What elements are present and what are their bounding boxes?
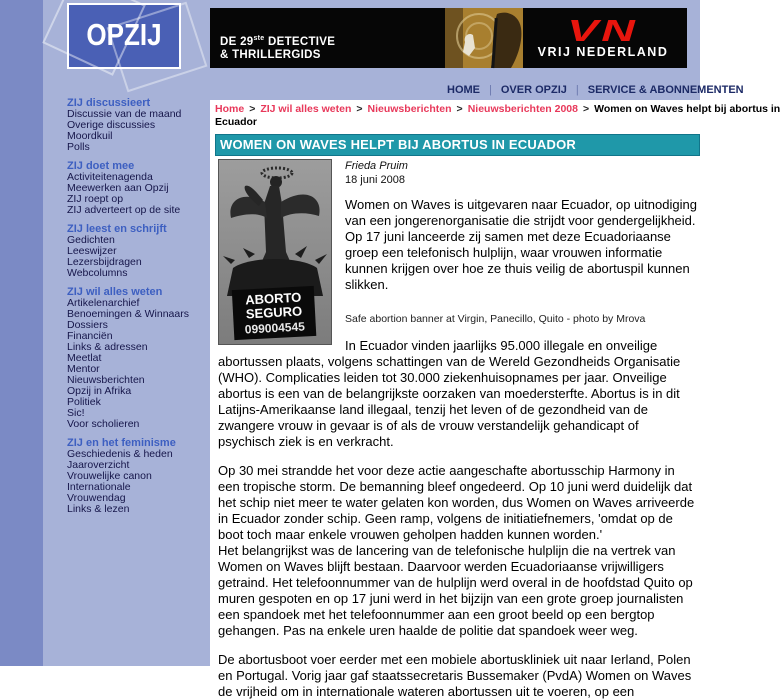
breadcrumb-separator: > bbox=[249, 103, 256, 115]
ad-banner-illustration bbox=[445, 8, 523, 68]
sidebar-section-wil-alles-weten bbox=[67, 287, 207, 430]
opzij-logo[interactable] bbox=[67, 3, 181, 69]
vn-logo-mark: VN bbox=[567, 13, 639, 48]
sidebar-item-gedichten[interactable]: Gedichten bbox=[67, 234, 115, 246]
sidebar-item-artikelenarchief[interactable]: Artikelenarchief bbox=[67, 297, 140, 309]
sidebar-section-discussieert bbox=[67, 98, 207, 153]
svg-text:099004545: 099004545 bbox=[244, 319, 306, 337]
sidebar-header-leest-en-schrijft[interactable]: ZIJ leest en schrijft bbox=[67, 223, 167, 235]
breadcrumb-current-page-line2: Ecuador bbox=[215, 116, 258, 128]
sidebar-item-nieuwsberichten[interactable]: Nieuwsberichten bbox=[67, 374, 145, 386]
article-title-bar: WOMEN ON WAVES HELPT BIJ ABORTUS IN ECUADOR bbox=[215, 134, 700, 156]
sidebar-item-dossiers[interactable]: Dossiers bbox=[67, 319, 108, 331]
sidebar-item-moordkuil[interactable]: Moordkuil bbox=[67, 130, 113, 142]
sidebar-item-mentor[interactable]: Mentor bbox=[67, 363, 100, 375]
article-paragraph: Het belangrijkst was de lancering van de telefonische hulplijn die na vertrek van Women on Waves blijft bestaan. Daarvoor werden Ecuadoriaanse vrijwilligers getraind. Het telefoonnummer van de hulplijn werd overal in de hoofdstad Quito op muren gespoten en op 17 juni werd in het bijzijn van een grote groep journalisten een spandoek met het telefoonnummer aan een groot beeld op een bergtop gehangen. Pas na enkele uren haalde de politie dat spandoek weer weg. bbox=[218, 543, 693, 638]
sidebar-item-opzij-in-afrika[interactable]: Opzij in Afrika bbox=[67, 385, 132, 397]
ad-banner-vrij-nederland[interactable] bbox=[210, 8, 687, 68]
nav-home[interactable]: HOME bbox=[447, 84, 480, 96]
sidebar-item-zij-adverteert[interactable]: ZIJ adverteert op de site bbox=[67, 204, 181, 216]
svg-text:ABORTO: ABORTO bbox=[244, 289, 302, 308]
sidebar-item-voor-scholieren[interactable]: Voor scholieren bbox=[67, 418, 140, 430]
sidebar-item-meewerken-aan-opzij[interactable]: Meewerken aan Opzij bbox=[67, 182, 169, 194]
article bbox=[215, 156, 697, 700]
breadcrumb-separator: > bbox=[356, 103, 363, 115]
left-edge-strip bbox=[0, 0, 43, 666]
nav-over-opzij[interactable]: OVER OPZIJ bbox=[500, 84, 567, 96]
sidebar-item-activiteitenagenda[interactable]: Activiteitenagenda bbox=[67, 171, 153, 183]
sidebar-item-internationale[interactable]: Internationale bbox=[67, 481, 131, 493]
breadcrumb-zij-wil-alles-weten[interactable]: ZIJ wil alles weten bbox=[260, 103, 352, 115]
breadcrumb-home[interactable]: Home bbox=[215, 103, 245, 115]
article-paragraph: Op 30 mei strandde het voor deze actie aangeschafte abortusschip Harmony in een tropische storm. De bemanning bleef ongedeerd. Op 10 juni werd duidelijk dat het schip niet meer te water gelaten kon worden, dus Women on Waves arriveerde in Ecuador zonder schip. Geen ramp, volgens de initiatiefnemers, 'omdat op de boot toch maar enkele vrouwen geholpen hadden kunnen worden.' bbox=[218, 463, 695, 542]
breadcrumb-separator: > bbox=[582, 103, 590, 115]
article-paragraph: De abortusboot voer eerder met een mobiele abortuskliniek uit naar Ierland, Polen en Portugal. Vorig jaar gaf staatssecretaris Bussemaker (PvdA) Women on Waves de vrijheid om in internationale wateren abortussen uit te voeren, op een bbox=[218, 652, 692, 699]
breadcrumb-nieuwsberichten[interactable]: Nieuwsberichten bbox=[367, 103, 452, 115]
sidebar-item-vrouwendag[interactable]: Vrouwendag bbox=[67, 492, 126, 504]
ad-banner-detective-text: DE 29ste DETECTIVE & THRILLERGIDS bbox=[220, 35, 336, 61]
nav-separator: | bbox=[489, 84, 492, 96]
sidebar-item-geschiedenis-heden[interactable]: Geschiedenis & heden bbox=[67, 448, 173, 460]
sidebar-header-discussieert[interactable]: ZIJ discussieert bbox=[67, 97, 151, 109]
sidebar-section-feminisme bbox=[67, 438, 207, 515]
sidebar-section-leest-en-schrijft bbox=[67, 224, 207, 279]
main-column bbox=[210, 0, 780, 699]
sidebar-item-meetlat[interactable]: Meetlat bbox=[67, 352, 102, 364]
sidebar-item-vrouwelijke-canon[interactable]: Vrouwelijke canon bbox=[67, 470, 152, 482]
article-author: Frieda Pruim bbox=[345, 160, 408, 172]
sidebar-item-jaaroverzicht[interactable]: Jaaroverzicht bbox=[67, 459, 130, 471]
content-area bbox=[210, 100, 780, 699]
sidebar-item-leeswijzer[interactable]: Leeswijzer bbox=[67, 245, 117, 257]
sidebar bbox=[43, 0, 210, 666]
nav-service-abonnementen[interactable]: SERVICE & ABONNEMENTEN bbox=[587, 84, 744, 96]
nav-separator: | bbox=[575, 84, 579, 96]
breadcrumb-separator: > bbox=[456, 103, 463, 115]
photo-caption: Safe abortion banner at Virgin, Panecillo, Quito - photo by Mrova bbox=[345, 313, 646, 325]
article-photo-virgin-statue bbox=[218, 159, 332, 345]
top-nav bbox=[210, 84, 744, 96]
sidebar-item-sic[interactable]: Sic! bbox=[67, 407, 85, 419]
sidebar-item-discussie-van-de-maand[interactable]: Discussie van de maand bbox=[67, 108, 182, 120]
sidebar-item-lezersbijdragen[interactable]: Lezersbijdragen bbox=[67, 256, 142, 268]
breadcrumb-nieuwsberichten-2008[interactable]: Nieuwsberichten 2008 bbox=[467, 103, 578, 115]
aborto-seguro-banner bbox=[232, 286, 317, 340]
sidebar-item-webcolumns[interactable]: Webcolumns bbox=[67, 267, 128, 279]
sidebar-header-wil-alles-weten[interactable]: ZIJ wil alles weten bbox=[67, 286, 163, 298]
article-intro: Women on Waves is uitgevaren naar Ecuador, op uitnodiging van een jongerenorganisatie die strijdt voor gendergelijkheid. Op 17 juni lanceerde zij samen met deze Ecuadoriaanse groep een telefonisch hulplijn, waar vrouwen informatie kunnen krijgen over hoe ze thuis veilig de abortuspil kunnen slikken. bbox=[345, 197, 697, 292]
vrij-nederland-logo bbox=[523, 8, 687, 68]
sidebar-item-overige-discussies[interactable]: Overige discussies bbox=[67, 119, 156, 131]
sidebar-header-feminisme[interactable]: ZIJ en het feminisme bbox=[67, 437, 176, 449]
sidebar-item-links-lezen[interactable]: Links & lezen bbox=[67, 503, 130, 515]
sidebar-item-zij-roept-op[interactable]: ZIJ roept op bbox=[67, 193, 124, 205]
sidebar-section-doet-mee bbox=[67, 161, 207, 216]
breadcrumb bbox=[215, 103, 780, 116]
breadcrumb-current-page: Women on Waves helpt bij abortus in bbox=[594, 103, 780, 115]
vn-logo-text: VRIJ NEDERLAND bbox=[537, 45, 669, 59]
svg-text:SEGURO: SEGURO bbox=[245, 303, 303, 322]
sidebar-item-benoemingen-winnaars[interactable]: Benoemingen & Winnaars bbox=[67, 308, 189, 320]
sidebar-item-links-adressen[interactable]: Links & adressen bbox=[67, 341, 148, 353]
article-date: 18 juni 2008 bbox=[345, 174, 405, 186]
sidebar-nav bbox=[67, 98, 207, 523]
sidebar-header-doet-mee[interactable]: ZIJ doet mee bbox=[67, 160, 135, 172]
sidebar-item-financien[interactable]: Financiën bbox=[67, 330, 113, 342]
opzij-logo-text: OPZIJ bbox=[86, 17, 162, 52]
article-paragraph: In Ecuador vinden jaarlijks 95.000 illegale en onveilige abortussen plaats, volgens schattingen van de Wereld Gezondheids Organisatie (WHO). Complicaties leiden tot 30.000 ziekenhuisopnames per jaar. Onveilige abortus is een van de belangrijkste oorzaken van moedersterfte. Abortus is in dit Latijns-Amerikaanse land illegaal, tenzij het leven of de gezondheid van de zwangere vrouw in gevaar is of als de vrouw verstandelijk gehandicapt of psychisch ziek is en verkracht. bbox=[218, 338, 681, 449]
sidebar-item-politiek[interactable]: Politiek bbox=[67, 396, 101, 408]
sidebar-item-polls[interactable]: Polls bbox=[67, 141, 90, 153]
